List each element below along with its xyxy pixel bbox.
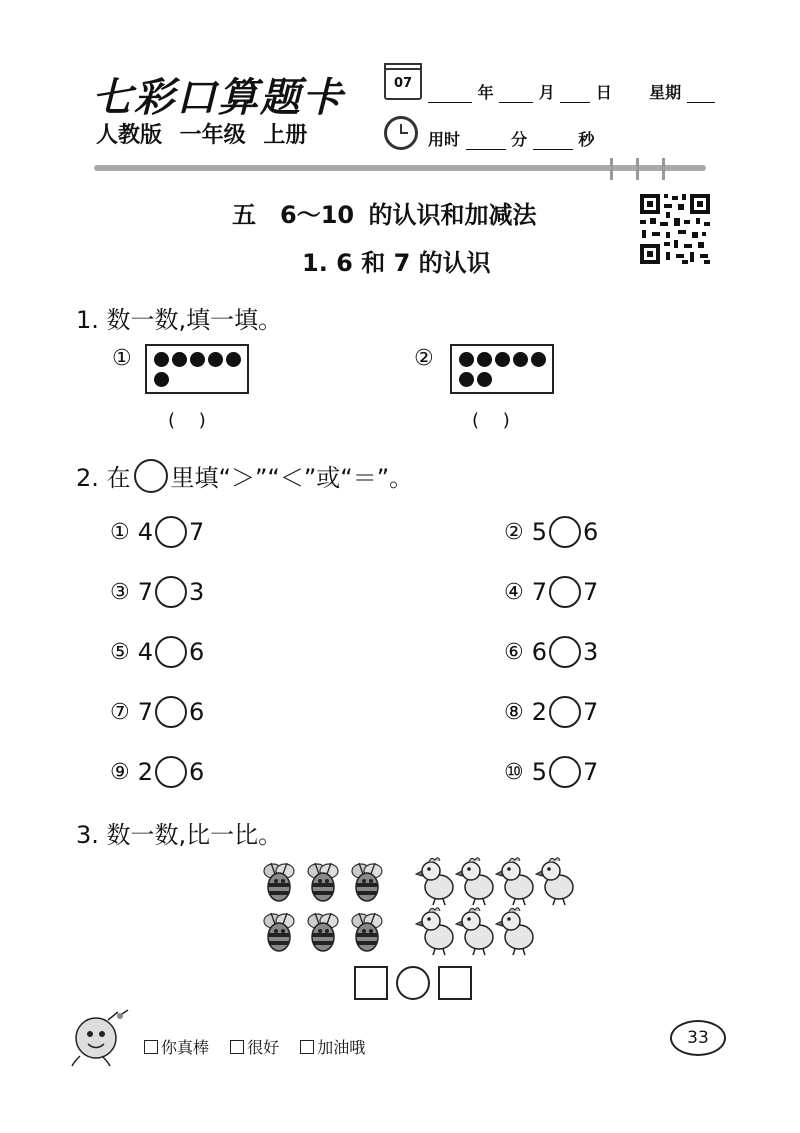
answer-blank[interactable]: ( ) xyxy=(168,410,206,431)
page-number: 33 xyxy=(670,1020,726,1056)
calendar-icon xyxy=(384,68,422,100)
answer-circle[interactable] xyxy=(155,696,187,728)
comparison-marker: ⑧ xyxy=(504,699,524,725)
bee-icon xyxy=(352,863,382,901)
brand-title: 七彩口算题卡 xyxy=(92,74,344,121)
divider-tick xyxy=(662,158,665,180)
minute-label: 分 xyxy=(511,130,528,149)
question-3-text: 3. 数一数,比一比。 xyxy=(76,821,283,849)
answer-square[interactable] xyxy=(354,966,388,1000)
q1-marker: ① xyxy=(112,346,132,371)
comparison-marker: ⑤ xyxy=(110,639,130,665)
dot xyxy=(172,352,187,367)
q2-text-before: 2. 在 xyxy=(76,464,131,492)
rating-option[interactable]: 很好 xyxy=(230,1038,279,1057)
checkbox-icon[interactable] xyxy=(300,1040,314,1054)
rating-option[interactable]: 加油哦 xyxy=(300,1038,365,1057)
bee-icon xyxy=(308,863,338,901)
section-title: 五 6～10 的认识和加减法 xyxy=(232,201,537,229)
comparison-marker: ② xyxy=(504,519,524,545)
bee-icon xyxy=(264,863,294,901)
dot xyxy=(459,352,474,367)
dot xyxy=(154,352,169,367)
right-number: 6 xyxy=(189,758,205,786)
left-number: 2 xyxy=(531,698,548,726)
chick-icon xyxy=(416,858,453,905)
comparison-item xyxy=(504,576,598,608)
comparison-item xyxy=(504,756,598,788)
comparison-item xyxy=(110,516,204,548)
right-number: 3 xyxy=(583,638,599,666)
bee-group-row2 xyxy=(264,913,382,951)
comparison-item xyxy=(110,636,204,668)
left-number: 7 xyxy=(531,578,548,606)
self-rating xyxy=(144,1035,381,1058)
dot xyxy=(513,352,528,367)
dot-box xyxy=(145,344,249,394)
divider-tick xyxy=(636,158,639,180)
year-label: 年 xyxy=(477,83,494,102)
second-label: 秒 xyxy=(578,130,595,149)
right-number: 3 xyxy=(189,578,205,606)
right-number: 7 xyxy=(583,578,599,606)
answer-circle[interactable] xyxy=(155,516,187,548)
right-number: 7 xyxy=(189,518,205,546)
chick-icon xyxy=(456,908,493,955)
left-number: 5 xyxy=(531,518,548,546)
comparison-marker: ⑩ xyxy=(504,759,524,785)
checkbox-icon[interactable] xyxy=(144,1040,158,1054)
left-number: 2 xyxy=(137,758,154,786)
time-line xyxy=(428,127,594,150)
answer-circle[interactable] xyxy=(549,636,581,668)
dot xyxy=(477,352,492,367)
answer-circle[interactable] xyxy=(396,966,430,1000)
comparison-item xyxy=(504,636,598,668)
chick-group-row2 xyxy=(416,908,533,955)
bee-icon xyxy=(352,913,382,951)
dot xyxy=(459,372,474,387)
answer-circle[interactable] xyxy=(549,576,581,608)
right-number: 6 xyxy=(189,638,205,666)
right-number: 7 xyxy=(583,698,599,726)
circle-icon xyxy=(134,459,168,493)
section-subtitle: 1. 6 和 7 的认识 xyxy=(302,249,491,277)
dot xyxy=(226,352,241,367)
left-number: 4 xyxy=(137,518,154,546)
bee-group-row1 xyxy=(264,863,382,901)
comparison-marker: ④ xyxy=(504,579,524,605)
bee-icon xyxy=(264,913,294,951)
header-divider xyxy=(94,165,706,171)
compare-answer xyxy=(354,966,472,1000)
animals-illustration xyxy=(255,855,585,965)
qr-code-icon xyxy=(638,192,712,266)
comparison-marker: ③ xyxy=(110,579,130,605)
answer-circle[interactable] xyxy=(155,576,187,608)
left-number: 5 xyxy=(531,758,548,786)
answer-blank[interactable]: ( ) xyxy=(472,410,510,431)
comparison-item xyxy=(110,756,204,788)
comparison-item xyxy=(504,516,598,548)
dot xyxy=(190,352,205,367)
chick-group-row1 xyxy=(416,858,573,905)
q2-text-after: 里填“＞”“＜”或“＝”。 xyxy=(170,464,414,492)
dot-box xyxy=(450,344,554,394)
answer-circle[interactable] xyxy=(155,636,187,668)
calendar-day: 07 xyxy=(393,76,413,91)
q1-marker: ② xyxy=(414,346,434,371)
comparison-marker: ⑨ xyxy=(110,759,130,785)
dot xyxy=(477,372,492,387)
edition-label: 人教版 一年级 上册 xyxy=(96,123,308,148)
day-label: 日 xyxy=(595,83,612,102)
dot xyxy=(531,352,546,367)
question-2-text xyxy=(76,458,413,493)
answer-circle[interactable] xyxy=(155,756,187,788)
answer-square[interactable] xyxy=(438,966,472,1000)
comparison-item xyxy=(110,696,204,728)
left-number: 6 xyxy=(531,638,548,666)
divider-tick xyxy=(610,158,613,180)
rating-option[interactable]: 你真棒 xyxy=(144,1038,209,1057)
date-line xyxy=(428,80,715,103)
chick-icon xyxy=(496,908,533,955)
checkbox-icon[interactable] xyxy=(230,1040,244,1054)
dot xyxy=(208,352,223,367)
mascot-icon xyxy=(68,1008,136,1068)
chick-icon xyxy=(456,858,493,905)
comparison-item xyxy=(110,576,204,608)
right-number: 7 xyxy=(583,758,599,786)
comparison-marker: ⑦ xyxy=(110,699,130,725)
weekday-label: 星期 xyxy=(649,83,682,102)
right-number: 6 xyxy=(189,698,205,726)
chick-icon xyxy=(496,858,533,905)
left-number: 4 xyxy=(137,638,154,666)
dot xyxy=(495,352,510,367)
left-number: 7 xyxy=(137,698,154,726)
bee-icon xyxy=(308,913,338,951)
chick-icon xyxy=(536,858,573,905)
answer-circle[interactable] xyxy=(549,756,581,788)
question-1-text: 1. 数一数,填一填。 xyxy=(76,306,283,334)
dot xyxy=(154,372,169,387)
left-number: 7 xyxy=(137,578,154,606)
right-number: 6 xyxy=(583,518,599,546)
answer-circle[interactable] xyxy=(549,696,581,728)
comparison-item xyxy=(504,696,598,728)
comparison-marker: ⑥ xyxy=(504,639,524,665)
chick-icon xyxy=(416,908,453,955)
clock-icon xyxy=(384,116,418,150)
time-prefix: 用时 xyxy=(428,130,461,149)
month-label: 月 xyxy=(538,83,555,102)
answer-circle[interactable] xyxy=(549,516,581,548)
comparison-marker: ① xyxy=(110,519,130,545)
